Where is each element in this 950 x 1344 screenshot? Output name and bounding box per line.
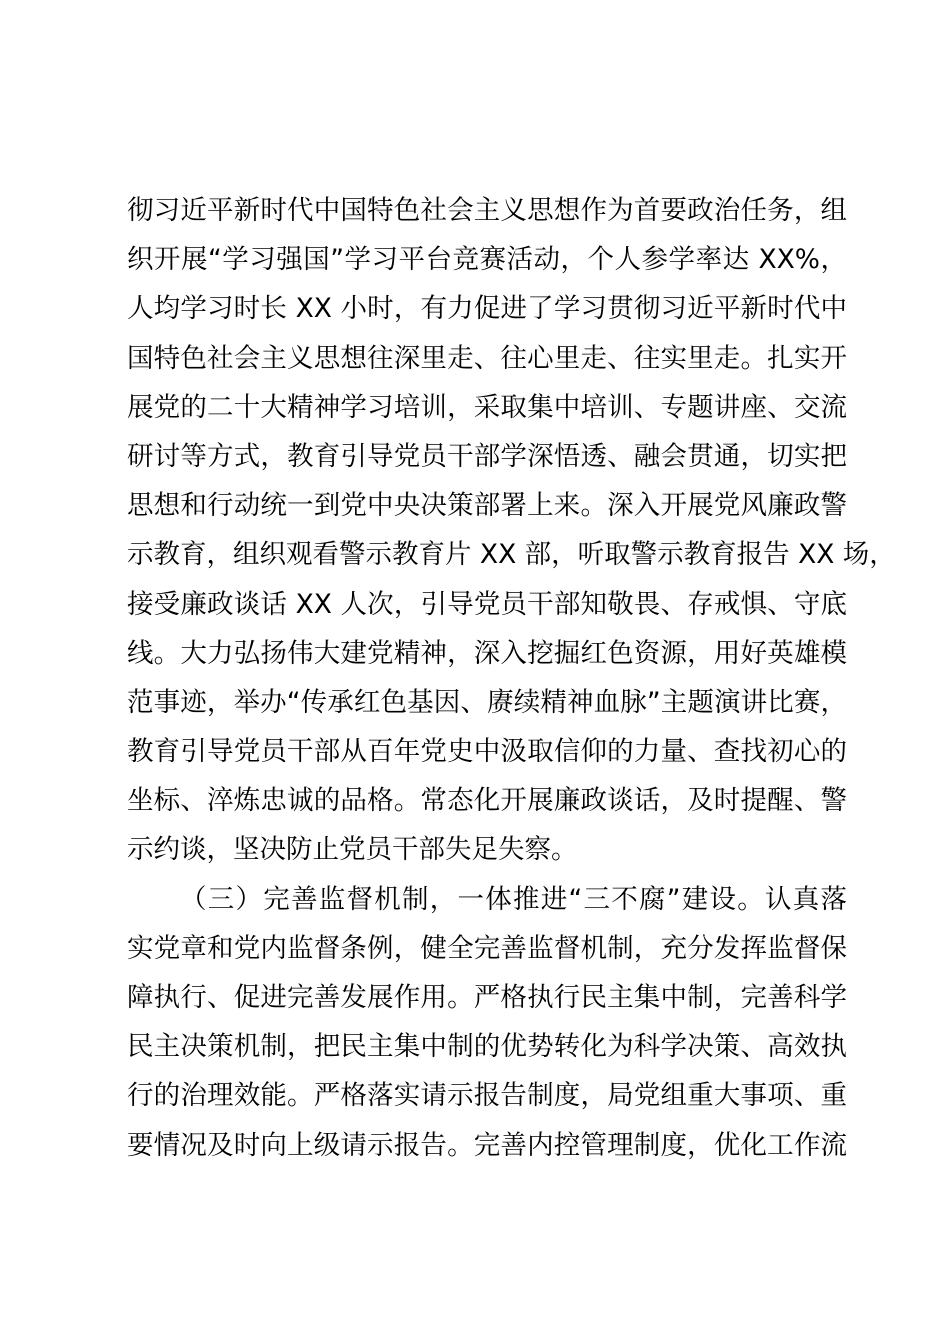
text-line: 要情况及时向上级请示报告。完善内控管理制度，优化工作流 — [127, 1129, 847, 1161]
text-line: 障执行、促进完善发展作用。严格执行民主集中制，完善科学 — [127, 982, 847, 1013]
text-line: 教育引导党员干部从百年党史中汲取信仰的力量、查找初心的 — [127, 736, 847, 768]
text-line: 织开展“学习强国”学习平台竞赛活动，个人参学率达 XX%， — [127, 244, 847, 276]
body-text — [127, 186, 896, 1170]
text-line: 线。大力弘扬伟大建党精神，深入挖掘红色资源，用好英雄模 — [127, 637, 847, 669]
text-line: 展党的二十大精神学习培训，采取集中培训、专题讲座、交流 — [127, 391, 847, 423]
text-line: 民主决策机制，把民主集中制的优势转化为科学决策、高效执 — [127, 1031, 847, 1063]
text-line: 范事迹，举办“传承红色基因、赓续精神血脉”主题演讲比赛， — [127, 686, 847, 718]
text-line: 研讨等方式，教育引导党员干部学深悟透、融会贯通，切实把 — [127, 440, 847, 472]
text-line: 接受廉政谈话 XX 人次，引导党员干部知敬畏、存戒惧、守底 — [127, 588, 847, 620]
text-line: 实党章和党内监督条例，健全完善监督机制，充分发挥监督保 — [127, 932, 847, 964]
text-line: 思想和行动统一到党中央决策部署上来。深入开展党风廉政警 — [127, 490, 847, 522]
section-heading-line: （三）完善监督机制，一体推进“三不腐”建设。认真落 — [180, 883, 847, 915]
text-line: 人均学习时长 XX 小时，有力促进了学习贯彻习近平新时代中 — [127, 293, 847, 325]
text-line: 国特色社会主义思想往深里走、往心里走、往实里走。扎实开 — [127, 342, 847, 374]
text-line: 行的治理效能。严格落实请示报告制度，局党组重大事项、重 — [127, 1080, 847, 1112]
text-line: 示教育，组织观看警示教育片 XX 部，听取警示教育报告 XX 场， — [127, 539, 896, 571]
text-line: 坐标、淬炼忠诚的品格。常态化开展廉政谈话，及时提醒、警 — [127, 785, 847, 817]
text-line: 彻习近平新时代中国特色社会主义思想作为首要政治任务，组 — [127, 195, 847, 226]
paragraph-end-line: 示约谈，坚决防止党员干部失足失察。 — [127, 834, 578, 866]
